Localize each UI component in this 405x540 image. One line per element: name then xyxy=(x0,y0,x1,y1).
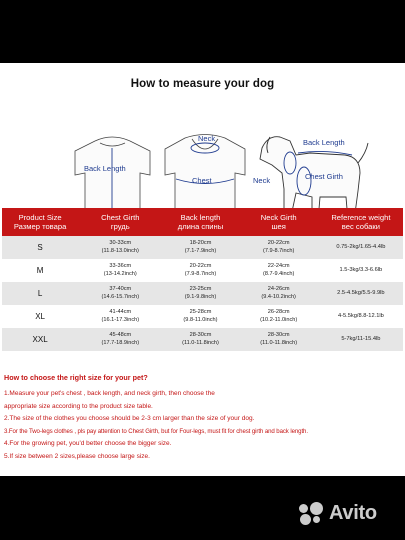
cell-size: XXL xyxy=(2,328,78,351)
cell-back: 23-25cm (9.1-9.8inch) xyxy=(162,282,238,305)
cell-neck: 24-26cm (9.4-10.2inch) xyxy=(239,282,319,305)
cell-back: 28-30cm (11.0-11.8inch) xyxy=(162,328,238,351)
avito-watermark xyxy=(298,502,377,524)
howto-title: How to choose the right size for your pet? xyxy=(4,373,148,382)
howto-line: 4.For the growing pet, you'd better choose the bigger size. xyxy=(4,440,172,448)
cell-back: 18-20cm (7.1-7.9inch) xyxy=(162,236,238,259)
cell-chest: 41-44cm (16.1-17.3inch) xyxy=(78,305,162,328)
cell-size: XL xyxy=(2,305,78,328)
size-table xyxy=(2,208,403,351)
table-row xyxy=(2,305,403,328)
table-row xyxy=(2,282,403,305)
cell-chest: 37-40cm (14.6-15.7inch) xyxy=(78,282,162,305)
header-weight: Reference weight вес собаки xyxy=(319,208,403,236)
table-row xyxy=(2,259,403,282)
watermark-text: Avito xyxy=(329,501,377,524)
howto-line: 3.For the Two-legs clothes , pls pay attention to Chest Girth, but for Four-legs, must fit for chest girth and back length. xyxy=(4,427,308,435)
cell-weight: 4-5.5kg/8.8-12.1lb xyxy=(319,305,403,328)
howto-line: 1.Measure your pet's chest , back length, and neck girth, then choose the xyxy=(4,390,215,397)
avito-logo-icon xyxy=(298,502,326,524)
cell-size: M xyxy=(2,259,78,282)
header-chest: Chest Girth грудь xyxy=(78,208,162,236)
table-row xyxy=(2,236,403,259)
header-neck: Neck Girth шея xyxy=(239,208,319,236)
top-letterbox xyxy=(0,0,405,63)
cell-chest: 33-36cm (13-14.2inch) xyxy=(78,259,162,282)
cell-chest: 45-48cm (17.7-18.9inch) xyxy=(78,328,162,351)
header-size: Product Size Размер товара xyxy=(2,208,78,236)
dog-neck-label: Neck xyxy=(253,176,271,185)
cell-weight: 0.75-2kg/1.65-4.4lb xyxy=(319,236,403,259)
page-title: How to measure your dog xyxy=(130,78,275,90)
cell-back: 25-28cm (9.8-11.0inch) xyxy=(162,305,238,328)
cell-chest: 30-33cm (11.8-13.0inch) xyxy=(78,236,162,259)
chest-label: Chest xyxy=(192,176,212,185)
cell-weight: 5-7kg/11-15.4lb xyxy=(319,328,403,351)
cell-weight: 1.5-3kg/3.3-6.6lb xyxy=(319,259,403,282)
cell-weight: 2.5-4.5kg/5.5-9.9lb xyxy=(319,282,403,305)
cell-neck: 22-24cm (8.7-9.4inch) xyxy=(239,259,319,282)
cell-size: S xyxy=(2,236,78,259)
cell-neck: 20-22cm (7.9-8.7inch) xyxy=(239,236,319,259)
howto-line: appropriate size according to the product size table. xyxy=(4,402,153,410)
table-row xyxy=(2,328,403,351)
howto-section xyxy=(4,373,404,464)
cell-back: 20-22cm (7.9-8.7inch) xyxy=(162,259,238,282)
dog-chest-girth-label: Chest Girth xyxy=(305,172,343,181)
neck-label: Neck xyxy=(198,134,216,143)
back-length-label: Back Length xyxy=(84,164,126,173)
howto-line: 5.If size between 2 sizes,please choose large size. xyxy=(4,452,150,460)
cell-neck: 28-30cm (11.0-11.8inch) xyxy=(239,328,319,351)
dog-back-length-label: Back Length xyxy=(303,138,345,147)
howto-line: 2.The size of the clothes you choose should be 2-3 cm larger than the size of your dog. xyxy=(4,415,255,423)
size-table-header xyxy=(2,208,403,236)
size-chart-sheet xyxy=(0,63,405,476)
cell-size: L xyxy=(2,282,78,305)
header-back: Back length длина спины xyxy=(162,208,238,236)
cell-neck: 26-28cm (10.2-11.0inch) xyxy=(239,305,319,328)
